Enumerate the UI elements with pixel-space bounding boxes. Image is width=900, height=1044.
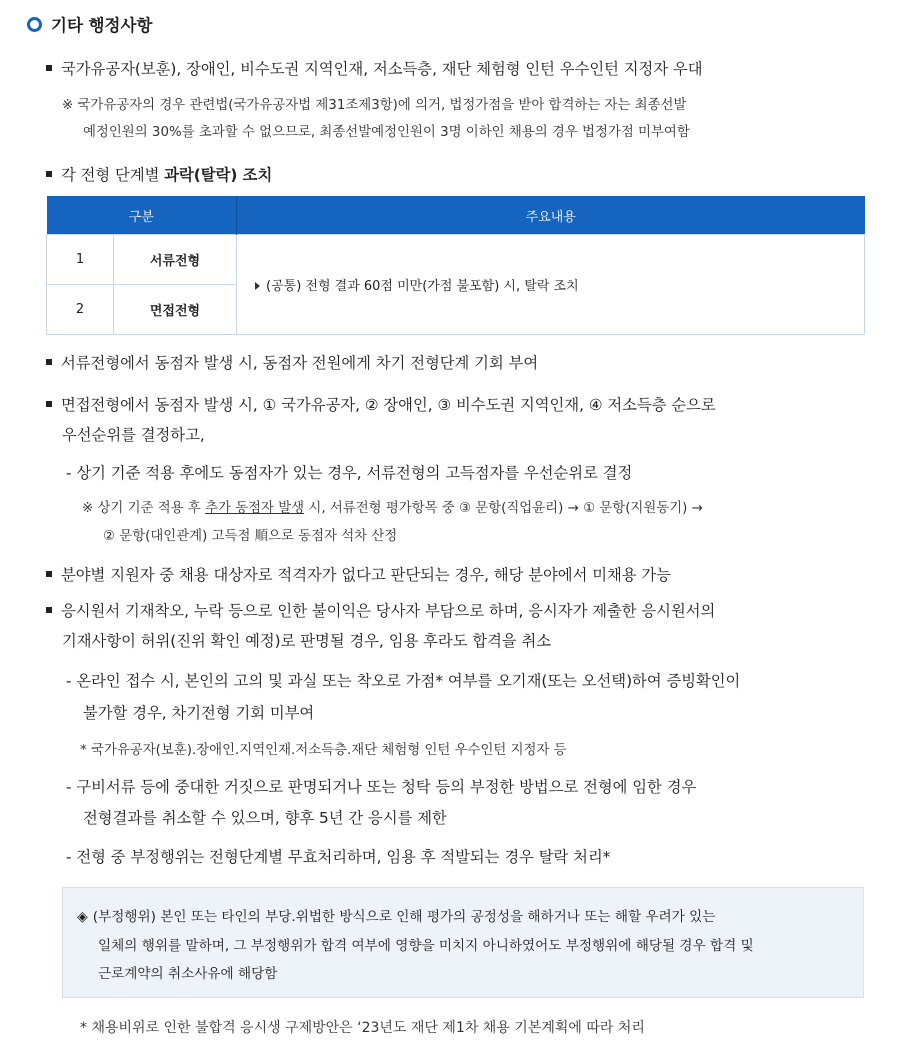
bullet-cutoff-bold: 과락(탈락) 조치: [164, 166, 273, 184]
triangle-bullet-icon: [255, 282, 260, 290]
table-row: [47, 235, 865, 285]
square-bullet-icon: [46, 401, 52, 407]
square-bullet-icon: [46, 171, 52, 177]
footnote: * 채용비위로 인한 불합격 응시생 구제방안은 ‘23년도 재단 제1차 채용 기본계획에 따라 처리: [80, 1020, 645, 1036]
bullet-application-error: [46, 599, 715, 621]
box-line2: 일체의 행위를 말하며, 그 부정행위가 합격 여부에 영향을 미치지 아니하였어도 부정행위에 해당될 경우 합격 및: [98, 938, 754, 954]
section-title: [27, 12, 152, 36]
table-header-content: 주요내용: [237, 196, 865, 235]
bullet-application-error-line2: 기재사항이 허위(진위 확인 예정)로 판명될 경우, 임용 후라도 합격을 취소: [62, 632, 552, 650]
table-cell-content: [237, 235, 865, 335]
bullet-document-tie-text: 서류전형에서 동점자 발생 시, 동점자 전원에게 차기 전형단계 기회 부여: [61, 354, 539, 372]
dash-false-docs-line1: - 구비서류 등에 중대한 거짓으로 판명되거나 또는 청탁 등의 부정한 방법으로 전형에 임한 경우: [66, 778, 697, 796]
bullet-no-hire-text: 분야별 지원자 중 채용 대상자로 적격자가 없다고 판단되는 경우, 해당 분야에서 미채용 가능: [61, 566, 671, 584]
diamond-bullet-icon: ◈: [77, 909, 88, 925]
bullet-interview-tie: [46, 393, 716, 415]
table-cell-num: 2: [47, 285, 114, 335]
note-interview-tie-line2: ② 문항(대인관계) 고득점 順으로 동점자 석차 산정: [103, 529, 398, 544]
bullet-cutoff: [46, 163, 272, 185]
bullet-no-hire: [46, 563, 671, 585]
note-interview-underline: 추가 동점자 발생: [205, 501, 305, 516]
dash-misconduct: - 전형 중 부정행위는 전형단계별 무효처리하며, 임용 후 적발되는 경우 탈락 처리*: [66, 848, 611, 866]
circle-bullet-icon: [27, 17, 42, 32]
table-cell-stage: 서류전형: [114, 235, 237, 285]
dash-false-docs-line2: 전형결과를 취소할 수 있으며, 향후 5년 간 응시를 제한: [83, 809, 447, 827]
dash-online-line1: - 온라인 접수 시, 본인의 고의 및 과실 또는 착오로 가점* 여부를 오기재(또는 오선택)하여 증빙확인이: [66, 672, 741, 690]
dash-interview-tie: - 상기 기준 적용 후에도 동점자가 있는 경우, 서류전형의 고득점자를 우선순위로 결정: [66, 464, 633, 482]
bullet-application-error-line1: 응시원서 기재착오, 누락 등으로 인한 불이익은 당사자 부담으로 하며, 응시자가 제출한 응시원서의: [61, 602, 716, 620]
box-line1: [77, 905, 715, 925]
square-bullet-icon: [46, 607, 52, 613]
note-bonus-holders: * 국가유공자(보훈).장애인.지역인재.저소득층.재단 체험형 인턴 우수인턴 지정자 등: [80, 743, 567, 758]
section-title-text: 기타 행정사항: [51, 16, 153, 35]
box-line1-text: (부정행위) 본인 또는 타인의 부당.위법한 방식으로 인해 평가의 공정성을 해하거나 또는 해할 우려가 있는: [92, 909, 716, 925]
cutoff-table: [46, 196, 865, 335]
box-line3: 근로계약의 취소사유에 해당함: [98, 966, 278, 982]
table-cell-num: 1: [47, 235, 114, 285]
note-preference-line1: ※ 국가유공자의 경우 관련법(국가유공자법 제31조제3항)에 의거, 법정가점을 받아 합격하는 자는 최종선발: [62, 98, 687, 113]
table-header-category: 구분: [47, 196, 237, 235]
table-header-row: [47, 196, 865, 235]
misconduct-definition-box: [62, 887, 864, 998]
table-content-text: (공통) 전형 결과 60점 미만(가점 불포함) 시, 탈락 조치: [266, 279, 579, 294]
bullet-cutoff-prefix: 각 전형 단계별: [61, 166, 165, 184]
bullet-document-tie: [46, 351, 538, 373]
bullet-preference: [46, 57, 703, 79]
note-interview-prefix: ※ 상기 기준 적용 후: [82, 501, 206, 516]
note-interview-tie-line1: [82, 497, 703, 516]
bullet-preference-text: 국가유공자(보훈), 장애인, 비수도권 지역인재, 저소득층, 재단 체험형 인턴 우수인턴 지정자 우대: [61, 60, 703, 78]
note-interview-suffix: 시, 서류전형 평가항목 중 ③ 문항(직업윤리) → ① 문항(지원동기) →: [304, 501, 703, 516]
square-bullet-icon: [46, 359, 52, 365]
bullet-interview-tie-line2: 우선순위를 결정하고,: [62, 426, 205, 444]
square-bullet-icon: [46, 65, 52, 71]
bullet-interview-tie-line1: 면접전형에서 동점자 발생 시, ① 국가유공자, ② 장애인, ③ 비수도권 지역인재, ④ 저소득층 순으로: [61, 396, 716, 414]
note-preference-line2: 예정인원의 30%를 초과할 수 없으므로, 최종선발예정인원이 3명 이하인 채용의 경우 법정가점 미부여함: [83, 125, 690, 140]
table-cell-stage: 면접전형: [114, 285, 237, 335]
square-bullet-icon: [46, 571, 52, 577]
dash-online-line2: 불가할 경우, 차기전형 기회 미부여: [83, 704, 315, 722]
